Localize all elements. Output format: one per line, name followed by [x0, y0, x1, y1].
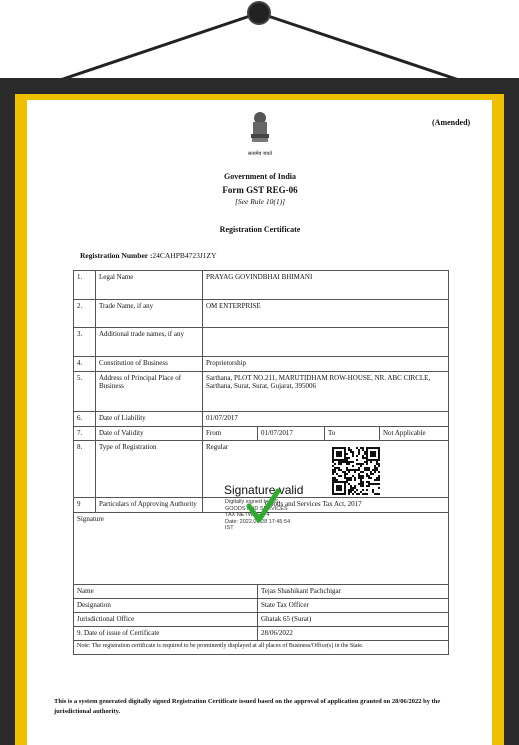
form-title: Form GST REG-06	[222, 185, 298, 195]
row-number: 7.	[74, 427, 96, 441]
rule-ref: [See Rule 10(1)]	[235, 197, 285, 206]
from-label: From	[203, 427, 258, 441]
table-row	[74, 427, 449, 441]
table-row	[74, 613, 449, 627]
signature-valid-label: Signature valid	[224, 483, 304, 497]
row-number: 4.	[74, 357, 96, 372]
designation-value: State Tax Officer	[258, 599, 449, 613]
row-number: 9	[74, 498, 96, 513]
row-label: Legal Name	[96, 271, 203, 300]
row-label: Trade Name, if any	[96, 300, 203, 328]
to-label: To	[325, 427, 380, 441]
nail-icon	[247, 1, 271, 25]
row-label: Date of Validity	[96, 427, 203, 441]
emblem-icon	[246, 110, 274, 152]
row-label: Date of Liability	[96, 412, 203, 427]
note-text: Note: The registration certificate is required to be prominently displayed at all places of Business/Office(s) in the State.	[74, 641, 449, 655]
table-row	[74, 328, 449, 357]
from-value: 01/07/2017	[258, 427, 325, 441]
row-label: Jurisdictional Office	[74, 613, 258, 627]
emblem-motto: सत्यमेव जयते	[247, 152, 273, 157]
table-row	[74, 585, 449, 599]
table-row	[74, 372, 449, 412]
officer-name-value: Tejas Shashikant Pachchigar	[258, 585, 449, 599]
additional-names-value	[203, 328, 449, 357]
reg-label: Registration Number :	[80, 251, 153, 260]
trade-name-value: OM ENTERPRISE	[203, 300, 449, 328]
row-number: 5.	[74, 372, 96, 412]
table-row	[74, 599, 449, 613]
issue-date-value: 28/06/2022	[258, 627, 449, 641]
amended-label: (Amended)	[432, 118, 471, 127]
gov-title: Government of India	[224, 172, 296, 181]
certificate-table	[73, 270, 449, 655]
row-label: 9. Date of issue of Certificate	[74, 627, 258, 641]
constitution-value: Proprietorship	[203, 357, 449, 372]
row-number: 6.	[74, 412, 96, 427]
signature-detail-line: GOODS AND SERVICES	[225, 505, 288, 512]
signature-detail-line: IST	[225, 525, 234, 532]
signature-label: Signature	[74, 513, 449, 585]
table-row	[74, 627, 449, 641]
row-number: 1.	[74, 271, 96, 300]
liability-date-value: 01/07/2017	[203, 412, 449, 427]
qr-code	[332, 447, 380, 495]
to-value: Not Applicable	[380, 427, 449, 441]
row-label: Particulars of Approving Authority	[96, 498, 203, 513]
row-label: Designation	[74, 599, 258, 613]
footer-note: This is a system generated digitally signed Registration Certificate issued based on the approval of application granted on 28/06/2022 by the jurisdictional authority.	[54, 698, 441, 715]
checkmark-icon	[246, 488, 280, 524]
certificate-title: Registration Certificate	[219, 225, 301, 234]
signature-detail-line: Date: 2022.06.28 17:45:54	[225, 518, 291, 525]
row-number: 2.	[74, 300, 96, 328]
row-number: 3.	[74, 328, 96, 357]
address-value: Sarthana, PLOT NO.211, MARUTIDHAM ROW-HOUSE, NR. ABC CIRCLE, Sarthana, Surat, Surat, Gujarat, 395006	[203, 372, 449, 412]
row-label: Constitution of Business	[96, 357, 203, 372]
registration-type-value: Regular	[203, 441, 449, 498]
registration-number	[80, 251, 217, 260]
office-value: Ghatak 65 (Surat)	[258, 613, 449, 627]
row-label: Additional trade names, if any	[96, 328, 203, 357]
table-row	[74, 300, 449, 328]
signature-detail-line: TAX NETWORK 4	[225, 512, 270, 519]
reg-value: 24CAHPB4723J1ZY	[152, 251, 217, 260]
row-number: 8.	[74, 441, 96, 498]
row-label: Address of Principal Place of Business	[96, 372, 203, 412]
table-row	[74, 271, 449, 300]
row-label: Type of Registration	[96, 441, 203, 498]
table-row	[74, 641, 449, 655]
authority-value: Goods and Services Tax Act, 2017	[203, 498, 449, 513]
table-row	[74, 357, 449, 372]
table-row	[74, 412, 449, 427]
row-label: Name	[74, 585, 258, 599]
signature-detail-line: Digitally signed by DS	[225, 499, 279, 505]
legal-name-value: PRAYAG GOVINDBHAI BHIMANI	[203, 271, 449, 300]
